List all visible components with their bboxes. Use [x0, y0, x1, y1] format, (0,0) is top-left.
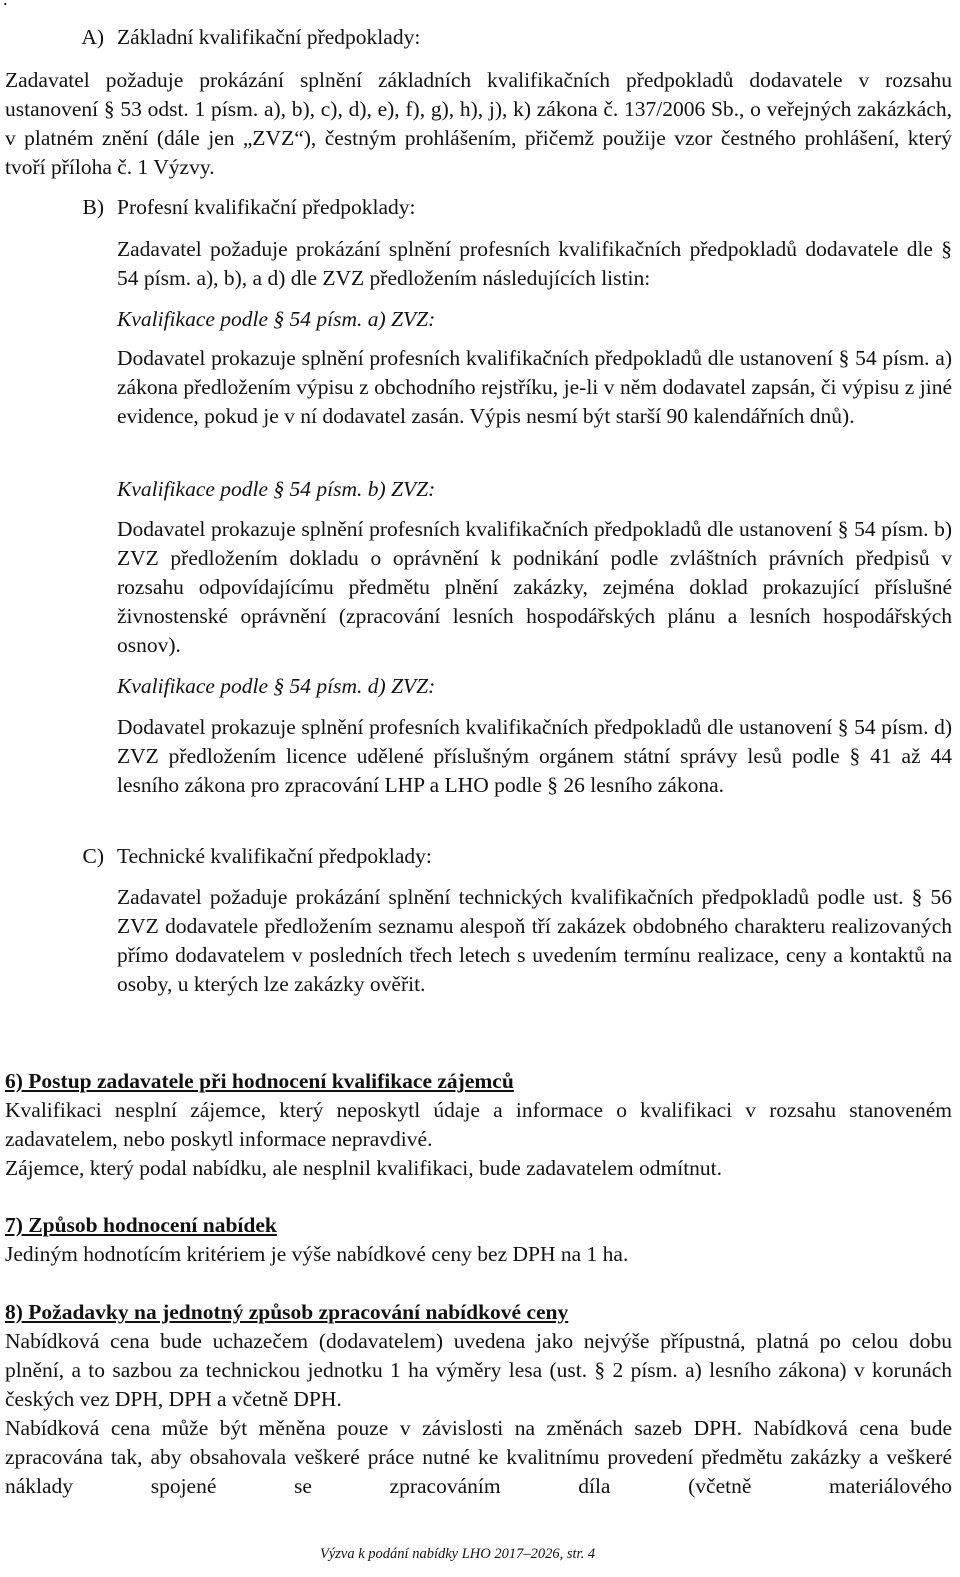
- section-8-paragraph-2: Nabídková cena může být měněna pouze v závislosti na změnách sazeb DPH. Nabídková cena bude zpracována tak, aby obsahovala veškeré práce nutné ke kvalitnímu provedení předmětu zakázky a veškeré náklady spojené se zpracováním díla (včetně materiálového: [5, 1416, 952, 1498]
- section-8-heading: 8) Požadavky na jednotný způsob zpracování nabídkové ceny: [5, 1300, 569, 1324]
- section-a-title: Základní kvalifikační předpoklady:: [117, 25, 421, 49]
- section-7-paragraph-1: Jediným hodnotícím kritériem je výše nabídkové ceny bez DPH na 1 ha.: [5, 1242, 629, 1266]
- section-a-body: Zadavatel požaduje prokázání splnění základních kvalifikačních předpokladů dodavatele v rozsahu ustanovení § 53 odst. 1 písm. a), b), c), d), e), f), g), h), j), k) zákona č. 137/2006 Sb., o veřejných zakázkách, v platném znění (dále jen „ZVZ“), čestným prohlášením, přičemž použije vzor čestného prohlášení, který tvoří příloha č. 1 Výzvy.: [5, 68, 952, 179]
- section-c-body: Zadavatel požaduje prokázání splnění technických kvalifikačních předpokladů podle ust. § 56 ZVZ dodavatele předložením seznamu alespoň tří zakázek obdobného charakteru realizovaných přímo dodavatelem v posledních třech letech s uvedením termínu realizace, ceny a kontaktů na osoby, u kterých lze zakázky ověřit.: [117, 885, 952, 996]
- section-b-intro: Zadavatel požaduje prokázání splnění profesních kvalifikačních předpokladů dodavatele dle § 54 písm. a), b), a d) dle ZVZ předložením následujících listin:: [117, 237, 952, 290]
- qualification-a-body: Dodavatel prokazuje splnění profesních kvalifikačních předpokladů dle ustanovení § 54 písm. a) zákona předložením výpisu z obchodního rejstříku, je-li v něm dodavatel zapsán, či výpisu z jiné evidence, pokud je v ní dodavatel zasán. Výpis nesmí být starší 90 kalendářních dnů).: [117, 346, 952, 428]
- qualification-b-heading: Kvalifikace podle § 54 písm. b) ZVZ:: [117, 477, 436, 501]
- qualification-d-body: Dodavatel prokazuje splnění profesních kvalifikačních předpokladů dle ustanovení § 54 písm. d) ZVZ předložením licence udělené příslušným orgánem státní správy lesů podle § 41 až 44 lesního zákona pro zpracování LHP a LHO podle § 26 lesního zákona.: [117, 715, 952, 797]
- top-mark: [3, 0, 8, 10]
- section-8-paragraph-1: Nabídková cena bude uchazečem (dodavatelem) uvedena jako nejvýše přípustná, platná po celou dobu plnění, a to sazbou za technickou jednotku 1 ha výměry lesa (ust. § 2 písm. a) lesního zákona) v korunách českých vez DPH, DPH a včetně DPH.: [5, 1329, 952, 1411]
- qualification-b-body: Dodavatel prokazuje splnění profesních kvalifikačních předpokladů dle ustanovení § 54 písm. b) ZVZ předložením dokladu o oprávnění k podnikání podle zvláštních právních předpisů v rozsahu odpovídajícímu předmětu plnění zakázky, zejména doklad prokazující příslušné živnostenské oprávnění (zpracování lesních hospodářských plánu a lesních hospodářských osnov).: [117, 517, 952, 657]
- qualification-d-heading: Kvalifikace podle § 54 písm. d) ZVZ:: [117, 674, 436, 698]
- section-7-heading: 7) Způsob hodnocení nabídek: [5, 1213, 277, 1237]
- section-b-letter: B): [82, 195, 104, 219]
- section-b-title: Profesní kvalifikační předpoklady:: [117, 195, 416, 219]
- section-6-heading: 6) Postup zadavatele při hodnocení kvalifikace zájemců: [5, 1069, 514, 1093]
- section-6-paragraph-1: Kvalifikaci nesplní zájemce, který neposkytl údaje a informace o kvalifikaci v rozsahu stanoveném zadavatelem, nebo poskytl informace nepravdivé.: [5, 1098, 952, 1151]
- section-c-letter: C): [82, 844, 104, 868]
- section-a-letter: A): [81, 25, 104, 49]
- page-footer: Výzva k podání nabídky LHO 2017–2026, str. 4: [320, 1546, 596, 1562]
- qualification-a-heading: Kvalifikace podle § 54 písm. a) ZVZ:: [117, 307, 436, 331]
- section-c-title: Technické kvalifikační předpoklady:: [117, 844, 432, 868]
- section-6-paragraph-2: Zájemce, který podal nabídku, ale nesplnil kvalifikaci, bude zadavatelem odmítnut.: [5, 1156, 723, 1180]
